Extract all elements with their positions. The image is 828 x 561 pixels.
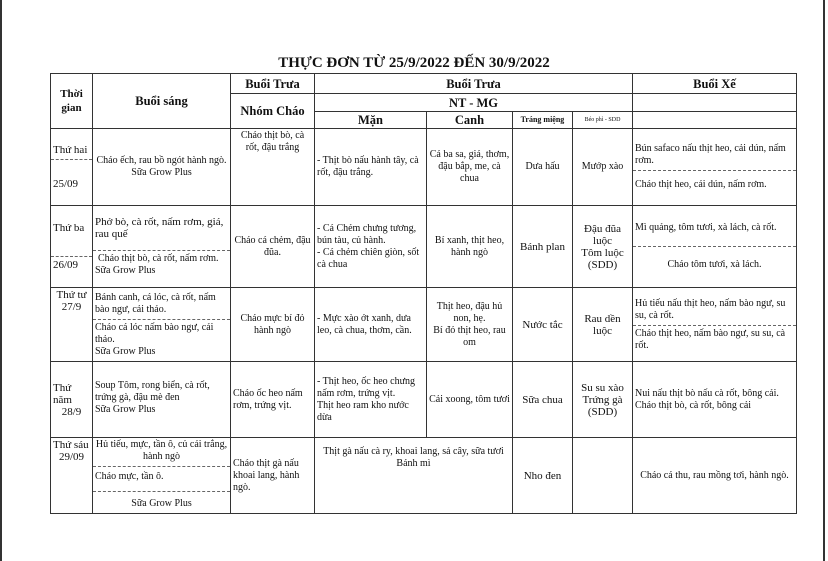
afternoon-item: Bún safaco nấu thịt heo, cải dún, nấm rơm.	[635, 143, 786, 166]
porridge-cell: Cháo cá chẻm, đậu đũa.	[231, 206, 315, 288]
morning-item: Phở bò, cà rốt, nấm rơm, giá, rau quế	[95, 216, 224, 240]
day-label: Thứ hai	[53, 144, 88, 156]
day-date: 26/09	[53, 259, 79, 271]
day-date: 28/9	[61, 405, 82, 418]
sdd-cell	[573, 362, 633, 438]
dessert-cell: Bánh plan	[513, 206, 573, 288]
salty-item: Bánh mì	[396, 458, 431, 469]
morning-item: Cháo ếch, rau bồ ngót hành ngò.	[96, 155, 227, 166]
salty-item: - Thịt heo, ốc heo chưng nấm rơm, trứng vịt.	[317, 375, 415, 399]
menu-table	[50, 73, 797, 514]
header-time: Thời gian	[51, 74, 93, 129]
salty-item: - Cá Chẻm chưng tương, bún tàu, củ hành.	[317, 222, 417, 246]
table-row	[51, 206, 797, 288]
salty-cell	[315, 438, 513, 514]
afternoon-item: Mì quảng, tôm tươi, xà lách, cà rốt.	[635, 222, 777, 233]
header-sdd: Béo phì - SDD	[573, 112, 633, 129]
header-soup: Canh	[427, 112, 513, 129]
table-row	[51, 129, 797, 206]
morning-item: Sữa Grow Plus	[95, 345, 156, 357]
soup-item: Bí đỏ thịt heo, rau om	[433, 324, 506, 348]
day-cell	[51, 288, 93, 362]
morning-item: Cháo thịt bò, cà rốt, nấm rơm.	[98, 253, 219, 264]
table-row	[51, 288, 797, 362]
sdd-cell	[573, 206, 633, 288]
morning-item: Cháo mực, tần ô.	[95, 471, 164, 482]
header-afternoon: Buổi Xế	[633, 74, 797, 94]
afternoon-cell	[633, 288, 797, 362]
afternoon-item: Nui nấu thịt bò nấu cà rốt, bông cải.	[635, 387, 779, 399]
morning-cell	[93, 362, 231, 438]
day-label: Thứ năm	[53, 381, 72, 406]
sdd-cell: Mướp xào	[573, 129, 633, 206]
salty-cell	[315, 362, 427, 438]
header-noon-left: Buổi Trưa	[231, 74, 315, 94]
header-afternoon-blank	[633, 94, 797, 112]
header-porridge-group: Nhóm Cháo	[231, 94, 315, 129]
header-morning: Buổi sáng	[93, 74, 231, 129]
afternoon-item: Cháo thịt heo, nấm bào ngư, su su, cà rốt.	[635, 327, 786, 351]
morning-cell	[93, 438, 231, 514]
salty-item: - Cá chẻm chiên giòn, sốt cà chua	[317, 246, 420, 270]
soup-cell: Cải xoong, tôm tươi	[427, 362, 513, 438]
salty-cell	[315, 206, 427, 288]
day-date: 27/9	[61, 301, 82, 313]
salty-cell: - Thịt bò nấu hành tây, cà rốt, đậu trắng.	[315, 129, 427, 206]
morning-item: Sữa Grow Plus	[95, 404, 156, 415]
afternoon-item: Cháo thịt heo, cải dún, nấm rơm.	[635, 179, 767, 190]
header-noon-main: Buổi Trưa	[315, 74, 633, 94]
morning-item: Sữa Grow Plus	[131, 498, 192, 509]
porridge-cell: Cháo thịt bò, cà rốt, đậu trắng	[231, 129, 315, 206]
header-salty: Mặn	[315, 112, 427, 129]
day-date: 25/09	[53, 178, 79, 190]
header-row-1	[51, 74, 797, 94]
morning-item: Sữa Grow Plus	[131, 167, 192, 178]
morning-cell	[93, 206, 231, 288]
sdd-cell	[573, 438, 633, 514]
morning-item: Sữa Grow Plus	[95, 265, 156, 276]
soup-cell	[427, 288, 513, 362]
morning-item: Soup Tôm, rong biển, cà rốt, trứng gà, đậu mè đen	[95, 380, 210, 403]
sdd-item: Tôm luộc (SDD)	[581, 246, 624, 271]
dessert-cell: Nho đen	[513, 438, 573, 514]
salty-item: Thịt heo ram kho nước dừa	[317, 399, 409, 423]
day-cell	[51, 362, 93, 438]
porridge-cell: Cháo ốc heo nấm rơm, trứng vịt.	[231, 362, 315, 438]
morning-item: Bánh canh, cá lóc, cà rốt, nấm bào ngư, cải thảo.	[95, 291, 216, 315]
header-afternoon-blank-2	[633, 112, 797, 129]
afternoon-cell	[633, 206, 797, 288]
day-label: Thứ tư	[56, 289, 87, 301]
morning-item: Hủ tiếu, mực, tần ô, củ cải trắng, hành ngò	[95, 439, 228, 462]
morning-cell	[93, 129, 231, 206]
porridge-cell: Cháo thịt gà nấu khoai lang, hành ngò.	[231, 438, 315, 514]
dessert-cell: Dưa hấu	[513, 129, 573, 206]
day-label: Thứ ba	[53, 222, 85, 234]
soup-cell: Bí xanh, thịt heo, hành ngò	[427, 206, 513, 288]
sdd-item: Trứng gà (SDD)	[582, 393, 623, 418]
dessert-cell: Sữa chua	[513, 362, 573, 438]
porridge-cell: Cháo mực bí đỏ hành ngò	[231, 288, 315, 362]
soup-item: Thịt heo, đậu hủ non, hẹ.	[436, 300, 503, 324]
day-cell	[51, 129, 93, 206]
soup-cell: Cá ba sa, giá, thơm, đậu bắp, me, cà chua	[427, 129, 513, 206]
morning-cell	[93, 288, 231, 362]
day-cell	[51, 438, 93, 514]
day-cell	[51, 206, 93, 288]
sdd-item: Đậu đũa luộc	[584, 222, 621, 247]
page-border-right	[823, 0, 825, 561]
morning-item: Cháo cá lóc nấm bào ngư, cải thảo.	[95, 321, 214, 345]
afternoon-cell	[633, 362, 797, 438]
afternoon-item: Cháo tôm tươi, xà lách.	[667, 259, 762, 270]
sdd-item: Su su xào	[581, 381, 624, 394]
day-label: Thứ sáu	[53, 439, 89, 451]
header-ntmg: NT - MG	[315, 94, 633, 112]
salty-item: Thịt gà nấu cà ry, khoai lang, sả cây, sữa tươi	[323, 446, 504, 457]
salty-cell: - Mực xào ớt xanh, dưa leo, cà chua, thơm, cần.	[315, 288, 427, 362]
sdd-cell: Rau dền luộc	[573, 288, 633, 362]
menu-title: THỰC ĐƠN TỪ 25/9/2022 ĐẾN 30/9/2022	[278, 55, 550, 71]
day-date: 29/09	[58, 451, 85, 463]
afternoon-item: Hủ tiếu nấu thịt heo, nấm bào ngư, su su, cà rốt.	[635, 297, 786, 321]
table-row	[51, 438, 797, 514]
table-row	[51, 362, 797, 438]
page-border-left	[0, 0, 2, 561]
afternoon-cell	[633, 129, 797, 206]
header-dessert: Tráng miệng	[513, 112, 573, 129]
dessert-cell: Nước tắc	[513, 288, 573, 362]
afternoon-cell: Cháo cá thu, rau mồng tơi, hành ngò.	[633, 438, 797, 514]
afternoon-item: Cháo thịt bò, cà rốt, bông cải	[635, 399, 752, 411]
